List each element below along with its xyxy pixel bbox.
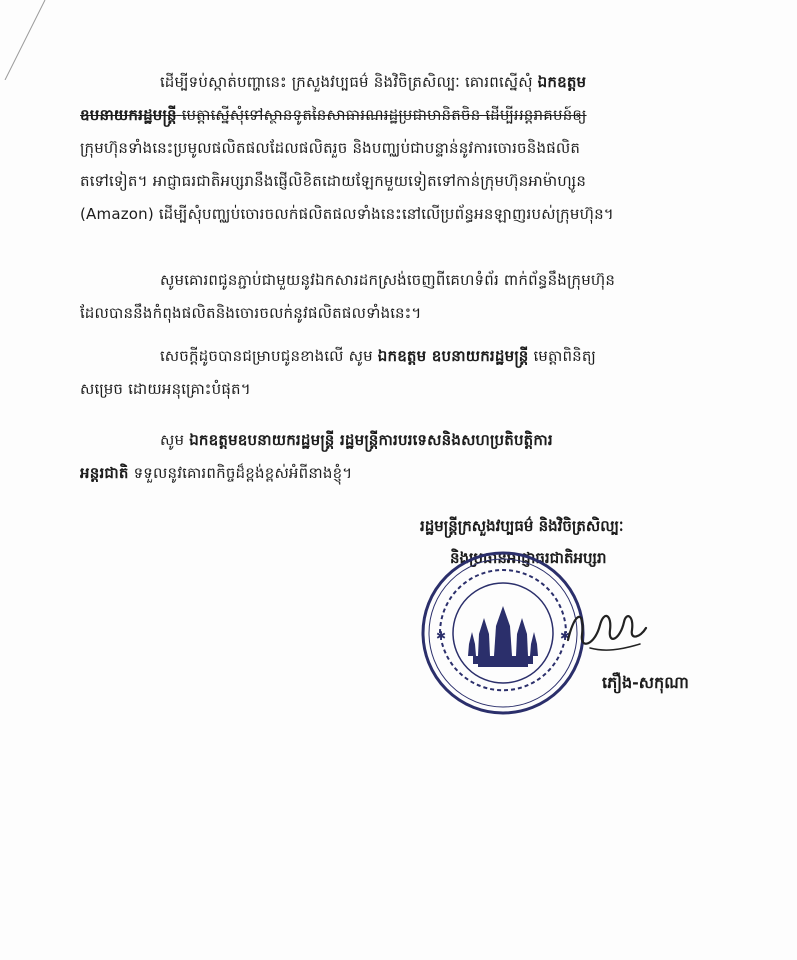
text-span: ទទួលនូវគោរពកិច្ចដ៏ខ្ពង់ខ្ពស់អំពីនាងខ្ញុំ។ [133, 464, 353, 482]
addressee-title: ឯកឧត្តម ឧបនាយករដ្ឋមន្ត្រី [377, 347, 529, 365]
text-span: ដើម្បីទប់ស្កាត់បញ្ហានេះ ក្រសួងវប្បធម៌ និងវិចិត្រសិល្បៈ គោរពស្នើសុំ [160, 73, 533, 91]
paragraph-line [80, 99, 720, 132]
addressee-title: ឯកឧត្តមឧបនាយករដ្ឋមន្ត្រី រដ្ឋមន្ត្រីការបរទេសនិងសហប្រតិបត្តិការ [189, 431, 553, 449]
paragraph-line: ក្រុមហ៊ុនទាំងនេះប្រមូលផលិតផលដែលផលិតរួច និងបញ្ឈប់ជាបន្ទាន់នូវការចោរចនិងផលិត [80, 139, 581, 157]
paragraph-closing [80, 424, 720, 490]
paragraph-line: សម្រេច ដោយអនុគ្រោះបំផុត។ [80, 380, 251, 398]
paragraph-line: សូមគោរពជូនភ្ជាប់ជាមួយនូវឯកសារដកស្រង់ចេញពីគេហទំព័រ ពាក់ព័ន្ធនឹងក្រុមហ៊ុន [160, 271, 616, 289]
text-span: មេត្តាស្នើសុំទៅស្ថានទូតនៃសាធារណរដ្ឋប្រជាមានិតចិន ដើម្បីអន្តរាគមន៍ឲ្យ [181, 106, 587, 124]
signer-title-line: រដ្ឋមន្ត្រីក្រសួងវប្បធម៌ និងវិចិត្រសិល្បៈ [420, 517, 624, 535]
paragraph-line [80, 457, 720, 490]
paragraph-decision [80, 340, 720, 406]
paragraph-line [80, 66, 720, 99]
signer-title-line: និងប្រធានអាជ្ញាធរជាតិអប្សរា [450, 549, 607, 567]
text-span: សេចក្តីដូចបានជម្រាបជូនខាងលើ សូម [160, 347, 373, 365]
paragraph-line: ដែលបាននឹងកំពុងផលិតនិងចោរចលក់នូវផលិតផលទាំងនេះ។ [80, 304, 422, 322]
paragraph-attachment [80, 264, 720, 330]
paragraph-line: តទៅទៀត។ អាជ្ញាធរជាតិអប្សរានឹងផ្ញើលិខិតដោយឡែកមួយទៀតទៅកាន់ក្រុមហ៊ុនអាម៉ាហ្សូន [80, 172, 587, 190]
paragraph-line: (Amazon) ដើម្បីសុំបញ្ឈប់ចោរចលក់ផលិតផលទាំងនេះនៅលើប្រព័ន្ធអនឡាញរបស់ក្រុមហ៊ុន។ [80, 205, 614, 223]
addressee-title: ឯកឧត្តម [537, 73, 587, 91]
svg-text:✱: ✱ [436, 629, 447, 643]
addressee-title: ឧបនាយករដ្ឋមន្ត្រី [80, 106, 177, 124]
handwritten-signature [560, 600, 650, 660]
signer-name: ភឿង-សកុណា [602, 673, 689, 692]
paragraph-line [80, 424, 720, 457]
svg-text:✱: ✱ [560, 629, 571, 643]
text-span: មេត្តាពិនិត្យ [533, 347, 597, 365]
fold-line [0, 0, 60, 80]
addressee-title: អន្តរជាតិ [80, 464, 129, 482]
paragraph-request [80, 66, 720, 231]
text-span: សូម [160, 431, 185, 449]
paragraph-line [80, 340, 720, 373]
